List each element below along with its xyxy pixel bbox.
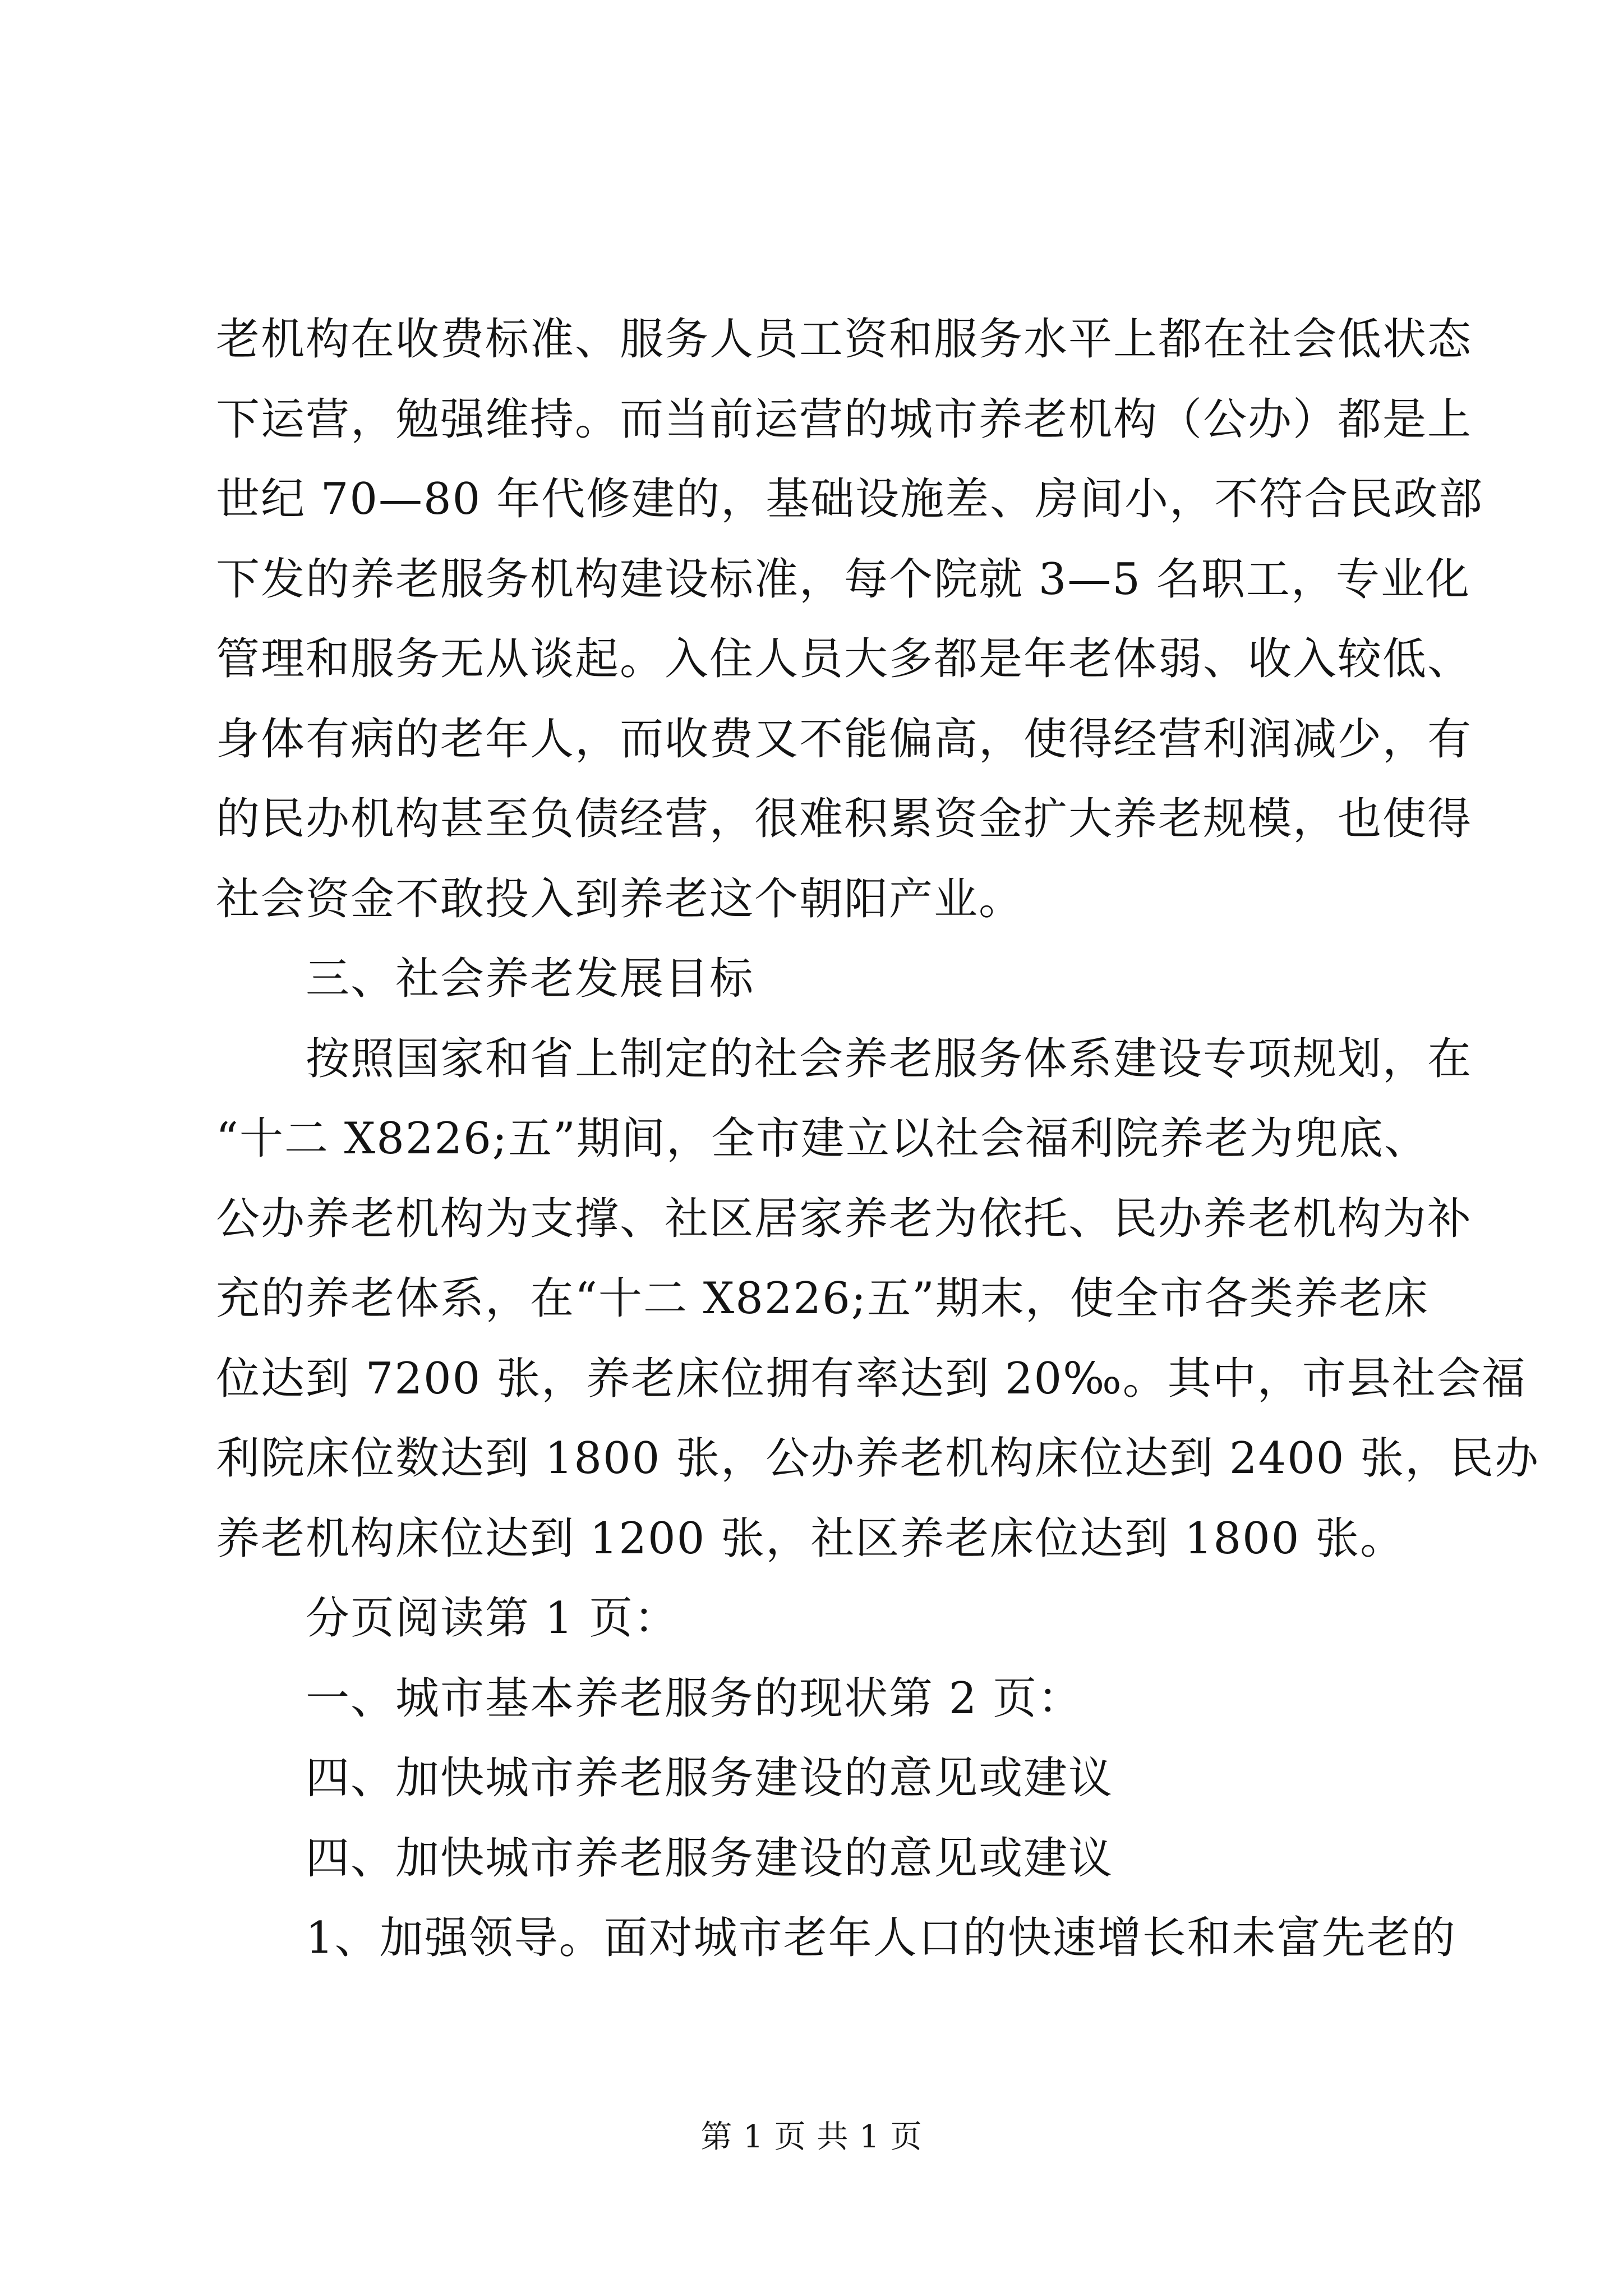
page-nav-text: 一、城市基本养老服务的现状第 2 页： bbox=[306, 1673, 1083, 1724]
paragraph-line: 养老机构床位达到 1200 张，社区养老床位达到 1800 张。 bbox=[216, 1513, 1405, 1564]
paragraph-line: 按照国家和省上制定的社会养老服务体系建设专项规划，在 bbox=[306, 1034, 1473, 1084]
paragraph-line: 公办养老机构为支撑、社区居家养老为依托、民办养老机构为补 bbox=[216, 1194, 1473, 1244]
paragraph-line: 位达到 7200 张，养老床位拥有率达到 20‰。其中，市县社会福 bbox=[216, 1354, 1527, 1404]
section-heading: 四、加快城市养老服务建设的意见或建议 bbox=[306, 1753, 1114, 1803]
paragraph-line: 身体有病的老年人，而收费又不能偏高，使得经营利润减少，有 bbox=[216, 714, 1473, 765]
paragraph-line: 1、加强领导。面对城市老年人口的快速增长和未富先老的 bbox=[306, 1913, 1456, 1963]
paragraph-line: 下发的养老服务机构建设标准，每个院就 3—5 名职工，专业化 bbox=[216, 554, 1470, 605]
paragraph-line: 社会资金不敢投入到养老这个朝阳产业。 bbox=[216, 874, 1024, 924]
paragraph-line: 的民办机构甚至负债经营，很难积累资金扩大养老规模，也使得 bbox=[216, 794, 1473, 844]
paragraph-line: 世纪 70—80 年代修建的，基础设施差、房间小，不符合民政部 bbox=[216, 474, 1484, 524]
section-heading: 三、社会养老发展目标 bbox=[306, 954, 755, 1004]
paragraph-line: 充的养老体系，在“十二 X8226;五”期末，使全市各类养老床 bbox=[216, 1273, 1429, 1324]
paragraph-line: 下运营，勉强维持。而当前运营的城市养老机构（公办）都是上 bbox=[216, 394, 1473, 445]
paragraph-line: 老机构在收费标准、服务人员工资和服务水平上都在社会低状态 bbox=[216, 314, 1473, 365]
paragraph-line: “十二 X8226;五”期间，全市建立以社会福利院养老为兜底、 bbox=[216, 1114, 1429, 1164]
section-heading: 四、加快城市养老服务建设的意见或建议 bbox=[306, 1833, 1114, 1884]
paragraph-line: 利院床位数达到 1800 张，公办养老机构床位达到 2400 张，民办 bbox=[216, 1433, 1540, 1484]
page-nav-text: 分页阅读第 1 页： bbox=[306, 1593, 679, 1644]
paragraph-line: 管理和服务无从谈起。入住人员大多都是年老体弱、收入较低、 bbox=[216, 634, 1473, 684]
page-footer: 第 1 页 共 1 页 bbox=[700, 2119, 923, 2155]
